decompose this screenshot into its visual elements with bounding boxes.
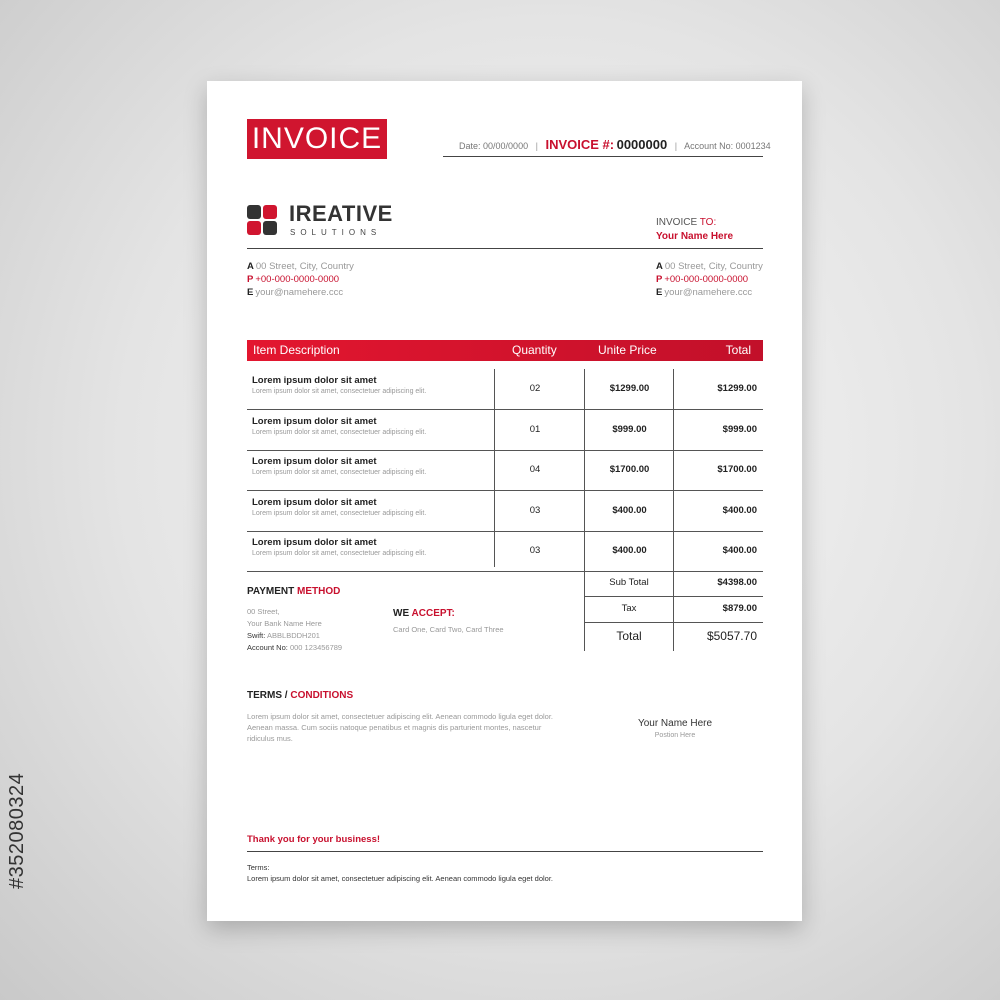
col-quantity: Quantity bbox=[512, 343, 557, 357]
table-row bbox=[247, 410, 763, 451]
col-item-description: Item Description bbox=[253, 343, 340, 357]
item-unit-price: $1299.00 bbox=[609, 383, 650, 394]
company-logo-icon bbox=[247, 205, 278, 236]
item-title: Lorem ipsum dolor sit amet bbox=[252, 537, 377, 548]
payment-swift: ABBLBDDH201 bbox=[267, 631, 320, 640]
meta-divider bbox=[443, 156, 763, 157]
recipient-contact: A 00 Street, City, Country P +00-000-0000-0000 E your@namehere.ccc bbox=[656, 261, 763, 298]
subtotal-value: $4398.00 bbox=[717, 577, 757, 588]
invoice-number: 0000000 bbox=[616, 137, 668, 152]
footer-terms-text: Lorem ipsum dolor sit amet, consectetuer adipiscing elit. Aenean commodo ligula eget dolor. bbox=[247, 874, 554, 883]
subtotal-row bbox=[585, 570, 763, 597]
sender-contact: A 00 Street, City, Country P +00-000-0000-0000 E your@namehere.ccc bbox=[247, 261, 354, 298]
signature-position: Postion Here bbox=[654, 732, 696, 739]
item-description: Lorem ipsum dolor sit amet, consectetuer adipiscing elit. bbox=[252, 388, 427, 395]
tax-label: Tax bbox=[621, 603, 637, 614]
subtotal-label: Sub Total bbox=[609, 577, 649, 588]
payment-details: 00 Street, Your Bank Name Here Swift: ABBLBDDH201 Account No: 000 123456789 bbox=[247, 607, 343, 652]
company-tagline: SOLUTIONS bbox=[290, 228, 382, 237]
recipient-phone: +00-000-0000-0000 bbox=[664, 274, 749, 285]
column-divider bbox=[494, 369, 495, 567]
recipient-address: 00 Street, City, Country bbox=[664, 261, 763, 272]
terms-heading: TERMS / CONDITIONS bbox=[247, 690, 354, 701]
date-value: 00/00/0000 bbox=[483, 141, 529, 151]
item-description: Lorem ipsum dolor sit amet, consectetuer adipiscing elit. bbox=[252, 428, 427, 436]
col-total: Total bbox=[725, 343, 751, 357]
table-header bbox=[247, 340, 763, 361]
item-description: Lorem ipsum dolor sit amet, consectetuer adipiscing elit. bbox=[252, 509, 427, 517]
accepted-cards: Card One, Card Two, Card Three bbox=[393, 625, 504, 634]
header-divider bbox=[247, 248, 763, 249]
grand-total-row bbox=[585, 622, 763, 650]
item-quantity: 01 bbox=[529, 423, 541, 435]
item-unit-price: $1700.00 bbox=[609, 464, 650, 475]
stock-id: #352080324 bbox=[6, 772, 28, 889]
tax-row bbox=[585, 596, 763, 623]
grand-total-label: Total bbox=[616, 629, 642, 643]
item-title: Lorem ipsum dolor sit amet bbox=[252, 456, 377, 467]
tax-value: $879.00 bbox=[722, 603, 757, 614]
item-total: $999.00 bbox=[722, 423, 757, 435]
invoice-meta: Date: 00/00/0000 | INVOICE #: 0000000 | Account No: 0001234 bbox=[459, 137, 771, 152]
account-value: 0001234 bbox=[735, 141, 771, 151]
item-title: Lorem ipsum dolor sit amet bbox=[252, 496, 377, 508]
we-accept-heading: WE ACCEPT: bbox=[393, 608, 455, 619]
item-unit-price: $400.00 bbox=[612, 545, 647, 556]
payment-street: 00 Street, bbox=[247, 607, 280, 616]
item-quantity: 04 bbox=[529, 464, 541, 475]
invoice-sheet bbox=[207, 81, 802, 921]
item-title: Lorem ipsum dolor sit amet bbox=[252, 375, 377, 386]
invoice-number-label: INVOICE #: bbox=[545, 137, 615, 152]
item-total: $1299.00 bbox=[717, 383, 757, 394]
table-row bbox=[247, 531, 763, 572]
account-label: Account No: bbox=[684, 141, 734, 151]
date-label: Date: bbox=[459, 141, 481, 151]
sender-address: 00 Street, City, Country bbox=[255, 261, 354, 272]
item-title: Lorem ipsum dolor sit amet bbox=[252, 415, 377, 427]
payment-method-heading: PAYMENT METHOD bbox=[247, 586, 341, 597]
sender-email: your@namehere.ccc bbox=[255, 287, 344, 298]
col-unit-price: Unite Price bbox=[598, 343, 657, 357]
recipient-email: your@namehere.ccc bbox=[664, 287, 753, 298]
item-quantity: 03 bbox=[529, 545, 541, 556]
company-name: IREATIVE bbox=[289, 201, 393, 226]
sender-phone: +00-000-0000-0000 bbox=[255, 274, 340, 285]
payment-bank: Your Bank Name Here bbox=[247, 619, 322, 628]
terms-text: Lorem ipsum dolor sit amet, consectetuer adipiscing elit. Aenean commodo ligula eget dolor. Aenean massa. Cum sociis natoque penatibus et magnis dis parturient montes, nascetur ridiculus mus. bbox=[247, 712, 554, 743]
item-total: $1700.00 bbox=[717, 464, 757, 475]
item-description: Lorem ipsum dolor sit amet, consectetuer adipiscing elit. bbox=[252, 469, 427, 476]
grand-total-value: $5057.70 bbox=[706, 629, 757, 643]
footer-terms-label: Terms: bbox=[247, 863, 270, 872]
table-row bbox=[247, 491, 763, 532]
item-unit-price: $400.00 bbox=[612, 504, 647, 516]
table-row bbox=[247, 369, 763, 410]
item-unit-price: $999.00 bbox=[612, 423, 647, 435]
item-quantity: 03 bbox=[529, 504, 541, 516]
item-total: $400.00 bbox=[722, 504, 757, 516]
signature-name: Your Name Here bbox=[637, 718, 713, 729]
footer-divider bbox=[247, 851, 763, 852]
table-row bbox=[247, 450, 763, 491]
invoice-to-label: INVOICE TO: bbox=[656, 217, 717, 228]
invoice-to-name: Your Name Here bbox=[656, 231, 734, 242]
invoice-title: INVOICE bbox=[247, 119, 387, 159]
item-quantity: 02 bbox=[529, 383, 541, 394]
thank-you-note: Thank you for your business! bbox=[247, 834, 381, 845]
item-total: $400.00 bbox=[722, 545, 757, 556]
payment-account: 000 123456789 bbox=[289, 643, 343, 652]
item-description: Lorem ipsum dolor sit amet, consectetuer adipiscing elit. bbox=[252, 550, 427, 557]
